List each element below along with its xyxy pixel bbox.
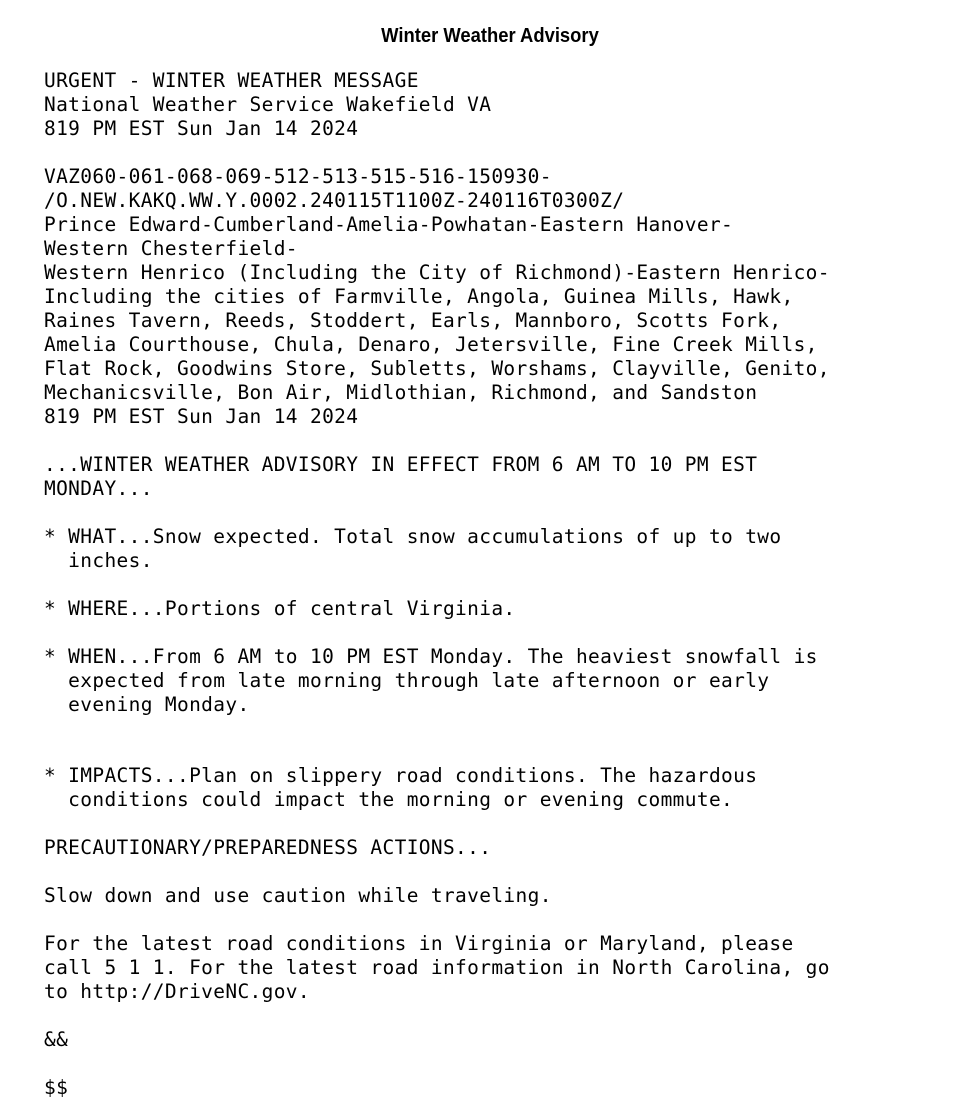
bulletin-line: Western Chesterfield- bbox=[44, 237, 298, 260]
blank-line bbox=[44, 573, 830, 597]
bulletin-line: Raines Tavern, Reeds, Stoddert, Earls, Mannboro, Scotts Fork, bbox=[44, 309, 782, 332]
blank-line bbox=[44, 1052, 830, 1076]
bulletin-line: evening Monday. bbox=[44, 693, 250, 716]
blank-line bbox=[44, 1004, 830, 1028]
bulletin-line: $$ bbox=[44, 1076, 69, 1099]
bulletin-line: 819 PM EST Sun Jan 14 2024 bbox=[44, 405, 359, 428]
bulletin-line: && bbox=[44, 1028, 69, 1051]
bulletin-line: expected from late morning through late afternoon or early bbox=[44, 669, 770, 692]
bulletin-line: call 5 1 1. For the latest road information in North Carolina, go bbox=[44, 956, 830, 979]
bulletin-line: * WHAT...Snow expected. Total snow accumulations of up to two bbox=[44, 525, 782, 548]
bulletin-line: * IMPACTS...Plan on slippery road conditions. The hazardous bbox=[44, 764, 758, 787]
page-title: Winter Weather Advisory bbox=[381, 25, 599, 47]
blank-line bbox=[44, 501, 830, 525]
blank-line bbox=[44, 717, 830, 741]
bulletin-line: inches. bbox=[44, 549, 153, 572]
advisory-bulletin-text bbox=[44, 69, 830, 1100]
bulletin-line: * WHEN...From 6 AM to 10 PM EST Monday. The heaviest snowfall is bbox=[44, 645, 818, 668]
bulletin-line: /O.NEW.KAKQ.WW.Y.0002.240115T1100Z-240116T0300Z/ bbox=[44, 189, 625, 212]
blank-line bbox=[44, 908, 830, 932]
bulletin-line: MONDAY... bbox=[44, 477, 153, 500]
bulletin-line: Flat Rock, Goodwins Store, Subletts, Worshams, Clayville, Genito, bbox=[44, 357, 830, 380]
bulletin-line: Amelia Courthouse, Chula, Denaro, Jetersville, Fine Creek Mills, bbox=[44, 333, 818, 356]
blank-line bbox=[44, 860, 830, 884]
bulletin-line: conditions could impact the morning or evening commute. bbox=[44, 788, 734, 811]
blank-line bbox=[44, 141, 830, 165]
blank-line bbox=[44, 429, 830, 453]
bulletin-line: to http://DriveNC.gov. bbox=[44, 980, 310, 1003]
bulletin-line: 819 PM EST Sun Jan 14 2024 bbox=[44, 117, 359, 140]
bulletin-line: National Weather Service Wakefield VA bbox=[44, 93, 492, 116]
blank-line bbox=[44, 812, 830, 836]
bulletin-line: For the latest road conditions in Virginia or Maryland, please bbox=[44, 932, 794, 955]
bulletin-line: VAZ060-061-068-069-512-513-515-516-150930- bbox=[44, 165, 552, 188]
bulletin-line: Western Henrico (Including the City of Richmond)-Eastern Henrico- bbox=[44, 261, 830, 284]
blank-line bbox=[44, 621, 830, 645]
bulletin-line: Including the cities of Farmville, Angola, Guinea Mills, Hawk, bbox=[44, 285, 794, 308]
bulletin-line: URGENT - WINTER WEATHER MESSAGE bbox=[44, 69, 419, 92]
bulletin-line: Slow down and use caution while traveling. bbox=[44, 884, 552, 907]
blank-line bbox=[44, 741, 830, 765]
bulletin-line: Mechanicsville, Bon Air, Midlothian, Richmond, and Sandston bbox=[44, 381, 758, 404]
bulletin-line: ...WINTER WEATHER ADVISORY IN EFFECT FROM 6 AM TO 10 PM EST bbox=[44, 453, 758, 476]
bulletin-line: PRECAUTIONARY/PREPAREDNESS ACTIONS... bbox=[44, 836, 492, 859]
bulletin-line: * WHERE...Portions of central Virginia. bbox=[44, 597, 516, 620]
bulletin-line: Prince Edward-Cumberland-Amelia-Powhatan-Eastern Hanover- bbox=[44, 213, 734, 236]
